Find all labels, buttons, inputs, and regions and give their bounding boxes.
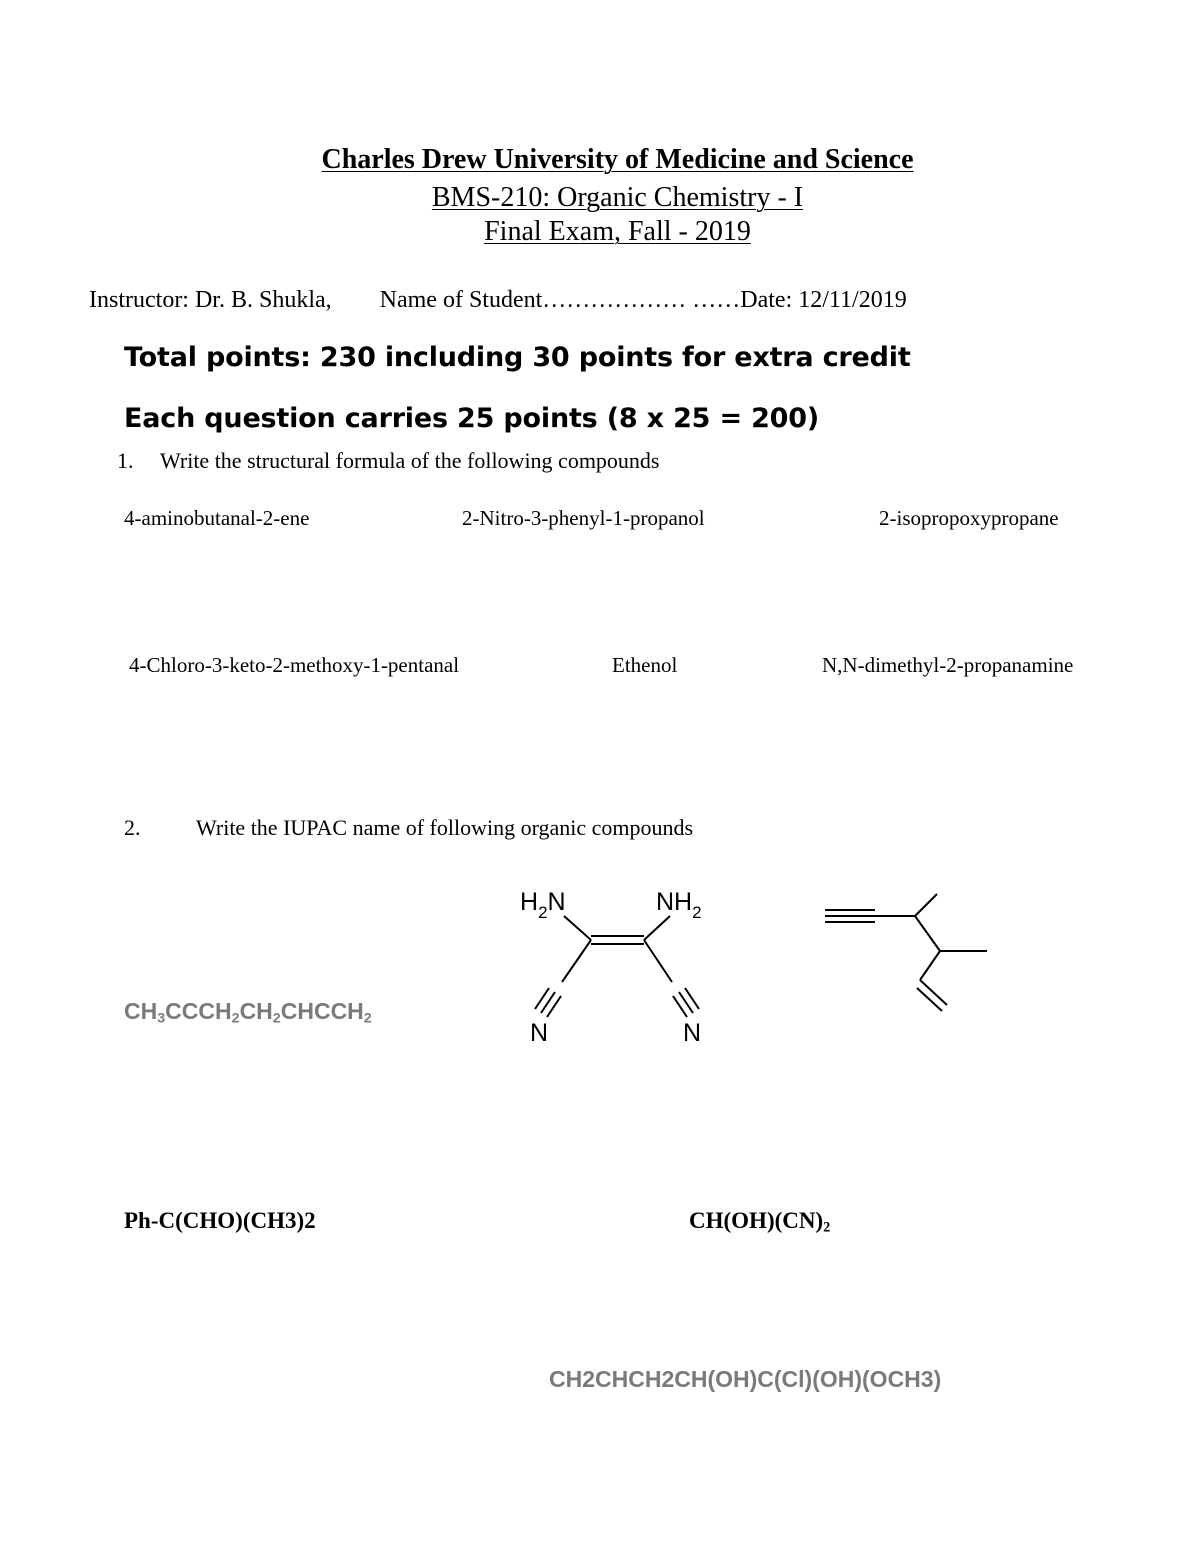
diaminomaleonitrile-structure bbox=[500, 870, 740, 1055]
formula-long-chain: CH2CHCH2CH(OH)C(Cl)(OH)(OCH3) bbox=[549, 1366, 942, 1392]
formula-part: CH bbox=[124, 998, 158, 1024]
bond-lines bbox=[535, 916, 699, 1017]
formula-part: CCCH bbox=[165, 998, 232, 1024]
question-1-text: Write the structural formula of the following compounds bbox=[160, 448, 660, 473]
nitrile-n-left: N bbox=[530, 1019, 549, 1047]
compound-item: 2-Nitro-3-phenyl-1-propanol bbox=[462, 506, 705, 530]
question-2-number: 2. bbox=[124, 815, 141, 840]
formula-subscript: 2 bbox=[231, 1010, 240, 1027]
info-line: Instructor: Dr. B. Shukla, Name of Student……………… ……Date: 12/11/2019 bbox=[89, 287, 907, 313]
formula-subscript: 2 bbox=[363, 1010, 372, 1027]
compound-item: 4-Chloro-3-keto-2-methoxy-1-pentanal bbox=[129, 653, 460, 677]
formula-cyanohydrin bbox=[689, 1208, 830, 1237]
course-title: BMS-210: Organic Chemistry - I bbox=[431, 182, 804, 213]
compound-item: Ethenol bbox=[612, 653, 678, 677]
nitrile-n-right: N bbox=[683, 1019, 702, 1047]
formula-phenyl: Ph-C(CHO)(CH3)2 bbox=[124, 1208, 316, 1233]
formula-subscript: 3 bbox=[157, 1010, 166, 1027]
question-2-text: Write the IUPAC name of following organic compounds bbox=[196, 815, 694, 840]
exam-title: Final Exam, Fall - 2019 bbox=[484, 216, 751, 247]
formula-part: CHCCH bbox=[280, 998, 364, 1024]
formula-part: CH(OH)(CN) bbox=[689, 1208, 824, 1233]
each-question-points: Each question carries 25 points (8 x 25 = 200) bbox=[124, 403, 819, 434]
compound-item: 4-aminobutanal-2-ene bbox=[124, 506, 310, 530]
skeletal-enyne-structure bbox=[820, 885, 995, 1015]
amine-label-right: $NH_2$ bbox=[656, 888, 702, 922]
amine-label-left: $H_2N$ bbox=[520, 888, 566, 922]
university-title: Charles Drew University of Medicine and Science bbox=[321, 144, 914, 175]
question-1-number: 1. bbox=[117, 448, 134, 473]
formula-subscript: 2 bbox=[823, 1219, 831, 1236]
formula-condensed-alkyne bbox=[124, 998, 372, 1027]
formula-part: CH bbox=[239, 998, 273, 1024]
compound-item: 2-isopropoxypropane bbox=[879, 506, 1059, 530]
total-points: Total points: 230 including 30 points for extra credit bbox=[124, 342, 911, 373]
formula-subscript: 2 bbox=[272, 1010, 281, 1027]
compound-item: N,N-dimethyl-2-propanamine bbox=[822, 653, 1074, 677]
